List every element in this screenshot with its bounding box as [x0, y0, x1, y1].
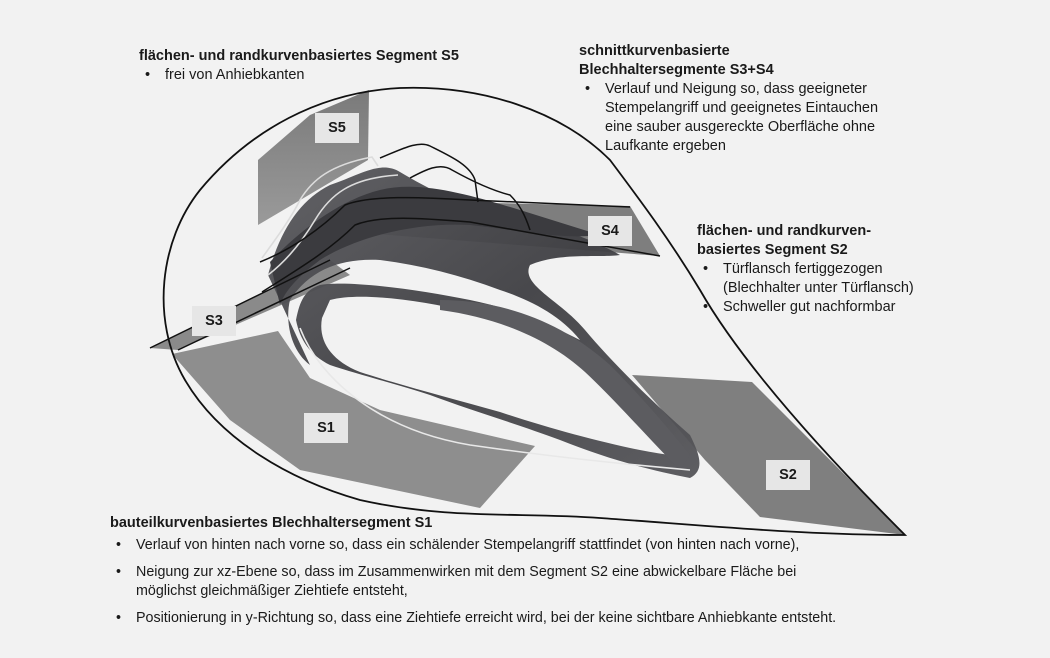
segment-label-s3: S3: [192, 306, 236, 336]
annotation-s34-title-line2: Blechhaltersegmente S3+S4: [579, 62, 774, 78]
annotation-s34-line: Verlauf und Neigung so, dass geeigneter: [605, 81, 867, 97]
annotation-s2-bullet: • Schweller gut nachformbar: [697, 298, 957, 317]
annotation-s5-bullets: [139, 66, 459, 85]
annotation-s2-title-line2: basiertes Segment S2: [697, 242, 848, 258]
segment-label-s4: S4: [588, 216, 632, 246]
annotation-s1-bullet2-line2: möglichst gleichmäßiger Ziehtiefe entsteht,: [136, 583, 408, 599]
annotation-s1-bullet: [110, 563, 990, 601]
annotation-s34-title-line1: schnittkurvenbasierte: [579, 43, 730, 59]
annotation-s34-bullet: [579, 80, 939, 156]
annotation-s34-line: eine sauber ausgereckte Oberfläche ohne: [605, 119, 876, 135]
annotation-s2-bullets: [697, 260, 957, 317]
annotation-s3-s4: [579, 42, 939, 156]
annotation-s2-title-line1: flächen- und randkurven-: [697, 223, 872, 239]
annotation-s2-bullet: [697, 260, 957, 298]
annotation-s34-bullets: [579, 80, 939, 156]
annotation-s2-bullet1-line1: Türflansch fertiggezogen: [723, 261, 883, 277]
annotation-s1-bullet: • Positionierung in y-Richtung so, dass eine Ziehtiefe erreicht wird, bei der keine sichtbare Anhiebkante entsteht.: [110, 609, 990, 628]
annotation-s5-title: flächen- und randkurvenbasiertes Segment S5: [139, 48, 459, 64]
annotation-s1-bullet: • Verlauf von hinten nach vorne so, dass ein schälender Stempelangriff stattfindet (von hinten nach vorne),: [110, 536, 990, 555]
annotation-s1: [110, 514, 990, 628]
annotation-s34-line: Stempelangriff und geeignetes Eintauchen: [605, 100, 879, 116]
segment-label-s2: S2: [766, 460, 810, 490]
annotation-s5: [139, 47, 459, 85]
annotation-s1-bullet2-line1: Neigung zur xz-Ebene so, dass im Zusammenwirken mit dem Segment S2 eine abwickelbare Fläche bei: [136, 564, 797, 580]
annotation-s5-bullet: • frei von Anhiebkanten: [139, 66, 459, 85]
segment-label-s1: S1: [304, 413, 348, 443]
annotation-s34-line: Laufkante ergeben: [605, 138, 726, 154]
annotation-s2: [697, 222, 957, 317]
annotation-s1-bullets: [110, 536, 990, 628]
segment-label-s5: S5: [315, 113, 359, 143]
annotation-s2-bullet1-line2: (Blechhalter unter Türflansch): [723, 280, 914, 296]
annotation-s1-title: bauteilkurvenbasiertes Blechhaltersegment S1: [110, 515, 433, 531]
